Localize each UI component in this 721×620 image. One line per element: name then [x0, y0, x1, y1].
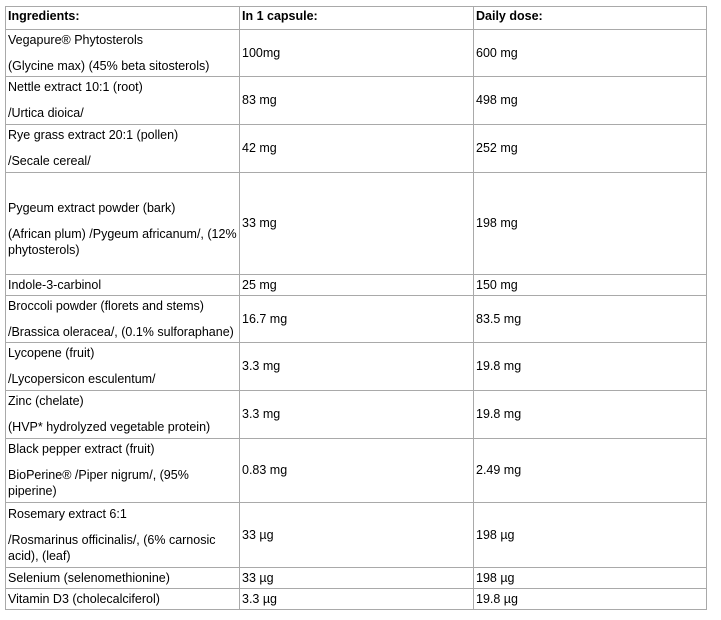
ingredient-cell	[6, 439, 240, 503]
ingredient-detail: /Brassica oleracea/, (0.1% sulforaphane)	[8, 324, 234, 339]
ingredient-cell	[6, 568, 240, 589]
ingredient-cell	[6, 343, 240, 391]
ingredient-cell	[6, 125, 240, 173]
ingredient-detail: (African plum) /Pygeum africanum/, (12% phytosterols)	[8, 226, 237, 257]
ingredient-name: Vegapure® Phytosterols	[8, 32, 143, 47]
ingredient-cell	[6, 391, 240, 439]
daily-dose-amount: 198 µg	[474, 503, 707, 568]
daily-dose-amount: 198 mg	[474, 173, 707, 275]
ingredient-name: Nettle extract 10:1 (root)	[8, 80, 143, 94]
daily-dose-amount: 2.49 mg	[474, 439, 707, 503]
ingredient-detail: (HVP* hydrolyzed vegetable protein)	[8, 420, 211, 434]
ingredient-name: Rye grass extract 20:1 (pollen)	[8, 128, 179, 142]
ingredient-name: Zinc (chelate)	[8, 394, 84, 408]
table-row	[6, 77, 707, 125]
ingredient-detail: /Rosmarinus officinalis/, (6% carnosic acid), (leaf)	[8, 532, 216, 563]
daily-dose-amount: 150 mg	[474, 275, 707, 296]
capsule-amount: 100mg	[240, 30, 474, 77]
table-row	[6, 439, 707, 503]
table-row	[6, 296, 707, 343]
ingredient-detail: /Secale cereal/	[8, 154, 91, 168]
capsule-amount: 25 mg	[240, 275, 474, 296]
ingredient-detail: /Lycopersicon esculentum/	[8, 372, 156, 386]
table-header-row	[6, 7, 707, 30]
daily-dose-amount: 252 mg	[474, 125, 707, 173]
table-row	[6, 568, 707, 589]
capsule-amount: 0.83 mg	[240, 439, 474, 503]
daily-dose-amount: 83.5 mg	[474, 296, 707, 343]
ingredient-cell	[6, 275, 240, 296]
table-row	[6, 30, 707, 77]
capsule-amount: 33 mg	[240, 173, 474, 275]
table-row	[6, 589, 707, 610]
ingredient-cell	[6, 503, 240, 568]
daily-dose-amount: 19.8 mg	[474, 391, 707, 439]
ingredient-name: Selenium (selenomethionine)	[8, 570, 170, 585]
ingredient-name: Indole-3-carbinol	[8, 277, 102, 292]
header-daily-dose: Daily dose:	[474, 7, 707, 30]
ingredient-cell	[6, 77, 240, 125]
daily-dose-amount: 19.8 mg	[474, 343, 707, 391]
ingredient-detail: BioPerine® /Piper nigrum/, (95% piperine)	[8, 468, 189, 498]
ingredient-detail: (Glycine max) (45% beta sitosterols)	[8, 58, 210, 73]
table-row	[6, 343, 707, 391]
table-row	[6, 503, 707, 568]
capsule-amount: 3.3 µg	[240, 589, 474, 610]
daily-dose-amount: 198 µg	[474, 568, 707, 589]
ingredient-name: Black pepper extract (fruit)	[8, 442, 155, 456]
capsule-amount: 83 mg	[240, 77, 474, 125]
capsule-amount: 3.3 mg	[240, 343, 474, 391]
ingredient-name: Broccoli powder (florets and stems)	[8, 298, 204, 313]
ingredients-table	[5, 6, 707, 610]
ingredient-cell	[6, 589, 240, 610]
daily-dose-amount: 19.8 µg	[474, 589, 707, 610]
table-row	[6, 275, 707, 296]
ingredient-name: Lycopene (fruit)	[8, 346, 95, 360]
daily-dose-amount: 600 mg	[474, 30, 707, 77]
ingredient-cell	[6, 30, 240, 77]
daily-dose-amount: 498 mg	[474, 77, 707, 125]
capsule-amount: 3.3 mg	[240, 391, 474, 439]
capsule-amount: 33 µg	[240, 568, 474, 589]
header-ingredients: Ingredients:	[6, 7, 240, 30]
ingredient-cell	[6, 173, 240, 275]
capsule-amount: 42 mg	[240, 125, 474, 173]
header-per-capsule: In 1 capsule:	[240, 7, 474, 30]
ingredient-name: Rosemary extract 6:1	[8, 506, 127, 521]
table-row	[6, 173, 707, 275]
capsule-amount: 16.7 mg	[240, 296, 474, 343]
ingredient-name: Pygeum extract powder (bark)	[8, 200, 176, 215]
capsule-amount: 33 µg	[240, 503, 474, 568]
ingredient-cell	[6, 296, 240, 343]
ingredient-detail: /Urtica dioica/	[8, 106, 84, 120]
ingredient-name: Vitamin D3 (cholecalciferol)	[8, 591, 160, 606]
table-row	[6, 391, 707, 439]
table-row	[6, 125, 707, 173]
